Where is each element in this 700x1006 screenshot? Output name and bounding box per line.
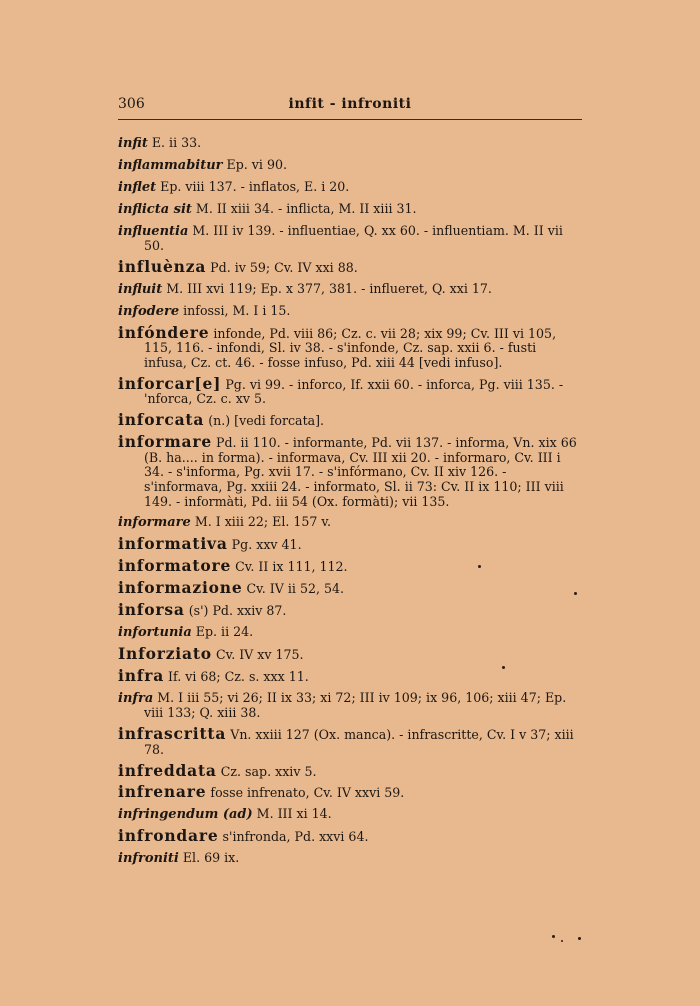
- dictionary-entry: [118, 304, 582, 320]
- entry-citations: (n.) [vedi forcata].: [204, 413, 325, 429]
- dictionary-entry: [118, 578, 582, 598]
- entry-citations: If. vi 68; Cz. s. xxx 11.: [164, 668, 309, 684]
- entry-headword: inflicta sit: [118, 201, 192, 217]
- entry-headword: infortunia: [118, 624, 192, 640]
- entry-citations: Pd. ii 110. - informante, Pd. vii 137. - informa, Vn. xix 66 (B. ha.... in forma). - informava, Cv. III xii 20. - informaro, Cv. III i 34. - s'informa, Pg. xvii 17. - s'infórmano, Cv. II xiv 126. - s'informava, Pg. xxiii 24. - informato, Sl. ii 73: Cv. II ix 110; III viii 149. - informàti, Pd. iii 54 (Ox. formàti); vii 135.: [144, 435, 577, 509]
- entry-headword: informare: [118, 515, 191, 531]
- entry-citations: Cv. IV xv 175.: [211, 646, 304, 662]
- dictionary-entry: [118, 643, 582, 663]
- dictionary-entry: [118, 373, 582, 407]
- entry-headword: infra: [118, 690, 154, 706]
- entry-headword: infóndere: [118, 322, 210, 342]
- print-speck: [552, 935, 555, 938]
- print-speck: [561, 940, 563, 942]
- entry-headword: infodere: [118, 303, 180, 319]
- entry-citations: M. II xiii 34. - inflicta, M. II xiii 31.: [191, 200, 417, 216]
- header-rule: [118, 119, 582, 120]
- page-number: 306: [118, 96, 145, 112]
- dictionary-entry: [118, 136, 582, 152]
- entry-headword: inforcata: [118, 410, 205, 430]
- dictionary-entry: [118, 322, 582, 371]
- dictionary-entry: [118, 600, 582, 619]
- entry-headword: informazione: [118, 578, 243, 598]
- entry-citations: infossi, M. I i 15.: [179, 302, 291, 318]
- dictionary-entry: [118, 410, 582, 430]
- entry-citations: infonde, Pd. viii 86; Cz. c. vii 28; xix 99; Cv. III vi 105, 115, 116. - infondi, Sl. iv 38. - s'infonde, Cz. sap. xxii 6. - fusti infusa, Cz. ct. 46. - fosse infuso, Pd. xiii 44 [vedi infuso].: [144, 325, 557, 370]
- dictionary-entry: [118, 826, 582, 846]
- dictionary-entry: [118, 432, 582, 509]
- entry-headword: inforsa: [118, 600, 185, 619]
- entry-citations: (s') Pd. xxiv 87.: [184, 603, 287, 618]
- dictionary-entry: [118, 724, 582, 757]
- dictionary-entry: [118, 224, 582, 254]
- dictionary-entries: [118, 136, 582, 873]
- entry-citations: Cv. II ix 111, 112.: [231, 559, 348, 575]
- entry-headword: Inforziato: [118, 643, 212, 663]
- entry-citations: Vn. xxiii 127 (Ox. manca). - infrascritte, Cv. I v 37; xiii 78.: [144, 727, 574, 757]
- entry-citations: M. III xi 14.: [252, 806, 332, 822]
- dictionary-entry: [118, 180, 582, 196]
- entry-headword: infrascritta: [118, 724, 227, 744]
- entry-citations: s'infronda, Pd. xxvi 64.: [218, 829, 369, 845]
- entry-citations: Pd. iv 59; Cv. IV xxi 88.: [206, 260, 358, 276]
- entry-headword: infrondare: [118, 826, 219, 846]
- entry-citations: M. I xiii 22; El. 157 v.: [190, 514, 332, 530]
- entry-headword: informare: [118, 432, 213, 452]
- entry-headword: informatore: [118, 556, 232, 576]
- entry-citations: Cz. sap. xxiv 5.: [216, 763, 317, 779]
- running-head: infit - infroniti: [288, 96, 412, 112]
- dictionary-entry: [118, 202, 582, 218]
- dictionary-entry: [118, 515, 582, 531]
- dictionary-entry: [118, 158, 582, 174]
- entry-citations: Ep. ii 24.: [191, 623, 254, 639]
- print-speck: [478, 565, 481, 568]
- entry-citations: M. I iii 55; vi 26; II ix 33; xi 72; III iv 109; ix 96, 106; xiii 47; Ep. viii 133; Q. xiii 38.: [144, 689, 567, 721]
- dictionary-entry: [118, 691, 582, 721]
- entry-citations: Ep. viii 137. - inflatos, E. i 20.: [156, 178, 350, 194]
- entry-citations: M. III xvi 119; Ep. x 377, 381. - influeret, Q. xxi 17.: [162, 280, 492, 296]
- dictionary-entry: [118, 782, 582, 802]
- entry-headword: infringendum (ad): [118, 807, 253, 823]
- entry-headword: influènza: [118, 257, 207, 277]
- print-speck: [578, 937, 581, 940]
- entry-headword: informativa: [118, 534, 228, 554]
- dictionary-entry: [118, 556, 582, 576]
- entry-citations: Cv. IV ii 52, 54.: [242, 581, 345, 597]
- dictionary-entry: [118, 257, 582, 277]
- entry-headword: infrenare: [118, 782, 207, 802]
- entry-citations: El. 69 ix.: [178, 850, 240, 866]
- dictionary-entry: [118, 760, 582, 780]
- entry-headword: inflet: [118, 179, 157, 195]
- entry-headword: infit: [118, 136, 148, 151]
- entry-citations: Ep. vi 90.: [222, 156, 287, 172]
- entry-headword: infra: [118, 665, 165, 685]
- dictionary-entry: [118, 665, 582, 685]
- entry-headword: inflammabitur: [118, 157, 223, 173]
- dictionary-entry: [118, 851, 582, 867]
- print-speck: [502, 666, 505, 669]
- entry-citations: Pg. vi 99. - inforco, If. xxii 60. - inforca, Pg. viii 135. - 'nforca, Cz. c. xv 5.: [144, 376, 564, 407]
- dictionary-entry: [118, 807, 582, 823]
- entry-headword: infreddata: [118, 760, 217, 780]
- dictionary-entry: [118, 282, 582, 298]
- entry-headword: influentia: [118, 223, 189, 239]
- entry-citations: M. III iv 139. - influentiae, Q. xx 60. - influentiam. M. II vii 50.: [144, 222, 563, 254]
- entry-headword: inforcar[e]: [118, 373, 222, 393]
- page-header: [118, 96, 582, 118]
- entry-citations: E. ii 33.: [147, 135, 202, 150]
- entry-headword: infroniti: [118, 851, 179, 867]
- entry-citations: Pg. xxv 41.: [227, 537, 302, 553]
- print-speck: [574, 592, 577, 595]
- dictionary-entry: [118, 625, 582, 641]
- dictionary-entry: [118, 534, 582, 554]
- entry-headword: influit: [118, 281, 163, 297]
- entry-citations: fosse infrenato, Cv. IV xxvi 59.: [206, 785, 405, 801]
